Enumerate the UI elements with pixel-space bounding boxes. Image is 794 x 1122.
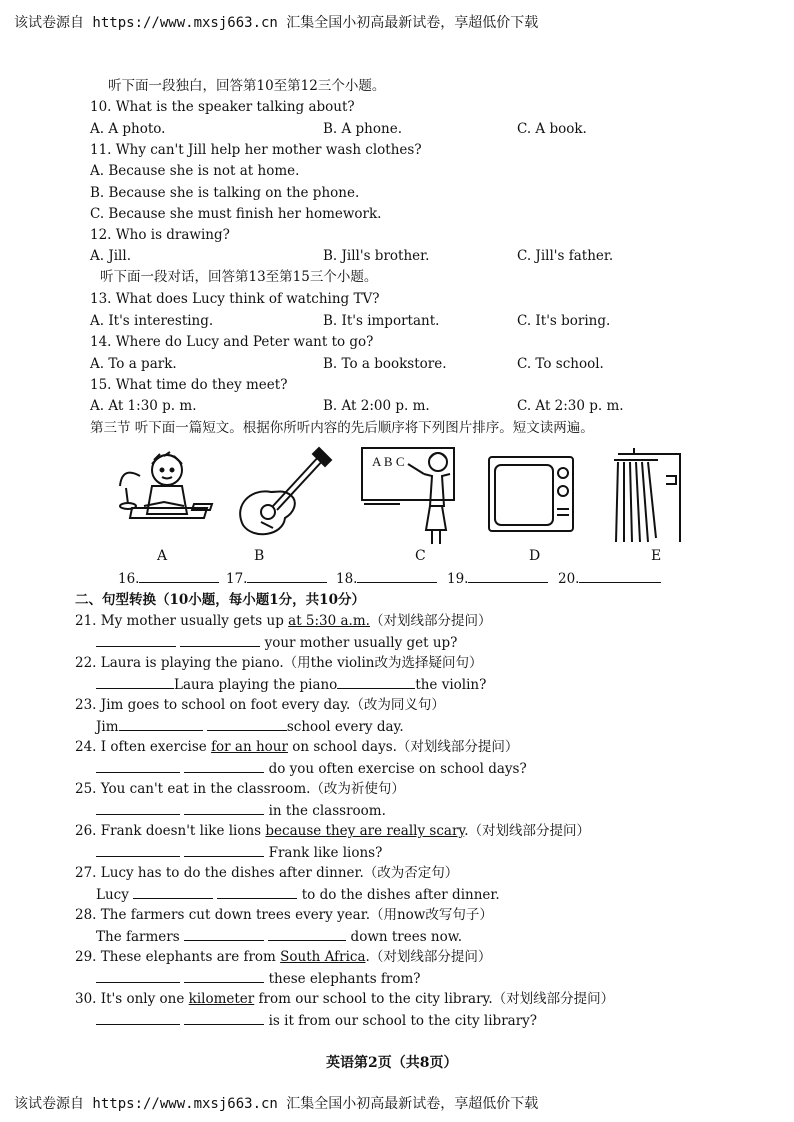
picture-label-a: A bbox=[157, 548, 168, 564]
source-header: 该试卷源自 https://www.mxsj663.cn 汇集全国小初高最新试卷，享超低价下载 bbox=[14, 15, 539, 31]
part2-title: 二、句型转换（10小题，每小题1分，共10分） bbox=[75, 592, 365, 608]
item-27-stem: 27. Lucy has to do the dishes after dinner.（改为否定句） bbox=[75, 865, 459, 881]
q14-option-c: C. To school. bbox=[517, 356, 604, 372]
picture-label-e: E bbox=[651, 548, 662, 564]
item-26-answer[interactable]: Frank like lions? bbox=[96, 844, 382, 861]
order-blank-20[interactable]: 20. bbox=[558, 570, 661, 587]
guitar-icon bbox=[233, 440, 338, 540]
item-25-stem: 25. You can't eat in the classroom.（改为祈使句） bbox=[75, 781, 405, 797]
q15-option-b: B. At 2:00 p. m. bbox=[323, 398, 430, 414]
q10-option-b: B. A phone. bbox=[323, 121, 402, 137]
item-29-answer[interactable]: these elephants from? bbox=[96, 970, 421, 987]
q11-stem: 11. Why can't Jill help her mother wash clothes? bbox=[90, 142, 422, 158]
q15-stem: 15. What time do they meet? bbox=[90, 377, 288, 393]
section3-instruction: 第三节 听下面一篇短文。根据你所听内容的先后顺序将下列图片排序。短文读两遍。 bbox=[90, 420, 594, 436]
item-24-answer[interactable]: do you often exercise on school days? bbox=[96, 760, 527, 777]
shower-icon bbox=[610, 446, 690, 546]
q10-stem: 10. What is the speaker talking about? bbox=[90, 99, 355, 115]
order-blank-17[interactable]: 17. bbox=[226, 570, 327, 587]
order-blank-18[interactable]: 18. bbox=[336, 570, 437, 587]
item-22-answer[interactable]: Laura playing the piano the violin? bbox=[96, 676, 486, 693]
item-22-stem: 22. Laura is playing the piano.（用the violin改为选择疑问句） bbox=[75, 655, 483, 671]
q13-option-b: B. It's important. bbox=[323, 313, 440, 329]
q12-option-b: B. Jill's brother. bbox=[323, 248, 430, 264]
q11-option-a: A. Because she is not at home. bbox=[90, 163, 300, 179]
item-21-stem: 21. My mother usually gets up at 5:30 a.m.（对划线部分提问） bbox=[75, 613, 492, 629]
q10-option-c: C. A book. bbox=[517, 121, 587, 137]
q15-option-c: C. At 2:30 p. m. bbox=[517, 398, 624, 414]
boy-studying-icon bbox=[112, 446, 217, 541]
blackboard-text: A B C bbox=[372, 454, 405, 469]
item-28-stem: 28. The farmers cut down trees every year.（用now改写句子） bbox=[75, 907, 493, 923]
page-footer: 英语第2页（共8页） bbox=[326, 1055, 458, 1071]
q12-option-c: C. Jill's father. bbox=[517, 248, 614, 264]
item-28-answer[interactable]: The farmers down trees now. bbox=[96, 929, 463, 945]
q14-option-b: B. To a bookstore. bbox=[323, 356, 447, 372]
order-blank-19[interactable]: 19. bbox=[447, 570, 548, 587]
q13-option-a: A. It's interesting. bbox=[90, 313, 214, 329]
picture-label-d: D bbox=[529, 548, 541, 564]
q14-option-a: A. To a park. bbox=[90, 356, 177, 372]
q10-option-a: A. A photo. bbox=[90, 121, 166, 137]
item-24-stem: 24. I often exercise for an hour on school days.（对划线部分提问） bbox=[75, 739, 519, 755]
item-26-stem: 26. Frank doesn't like lions because they are really scary.（对划线部分提问） bbox=[75, 823, 591, 839]
item-23-stem: 23. Jim goes to school on foot every day.（改为同义句） bbox=[75, 697, 445, 713]
q14-stem: 14. Where do Lucy and Peter want to go? bbox=[90, 334, 374, 350]
q12-stem: 12. Who is drawing? bbox=[90, 227, 230, 243]
item-25-answer[interactable]: in the classroom. bbox=[96, 802, 386, 819]
television-icon bbox=[487, 455, 577, 535]
item-30-stem: 30. It's only one kilometer from our school to the city library.（对划线部分提问） bbox=[75, 991, 615, 1007]
item-23-answer[interactable]: Jim school every day. bbox=[96, 719, 404, 735]
q12-option-a: A. Jill. bbox=[90, 248, 131, 264]
q15-option-a: A. At 1:30 p. m. bbox=[90, 398, 197, 414]
picture-label-c: C bbox=[415, 548, 426, 564]
item-21-answer[interactable]: your mother usually get up? bbox=[96, 634, 457, 651]
q11-option-c: C. Because she must finish her homework. bbox=[90, 206, 382, 222]
q11-option-b: B. Because she is talking on the phone. bbox=[90, 185, 360, 201]
q13-stem: 13. What does Lucy think of watching TV? bbox=[90, 291, 380, 307]
section-monologue: 听下面一段独白，回答第10至第12三个小题。 bbox=[108, 78, 386, 94]
section-dialogue: 听下面一段对话，回答第13至第15三个小题。 bbox=[100, 269, 378, 285]
order-blank-16[interactable]: 16. bbox=[118, 570, 219, 587]
item-30-answer[interactable]: is it from our school to the city library? bbox=[96, 1012, 537, 1029]
teacher-blackboard-icon bbox=[360, 446, 460, 546]
item-29-stem: 29. These elephants are from South Africa.（对划线部分提问） bbox=[75, 949, 492, 965]
source-footer: 该试卷源自 https://www.mxsj663.cn 汇集全国小初高最新试卷，享超低价下载 bbox=[14, 1096, 539, 1112]
picture-label-b: B bbox=[254, 548, 265, 564]
item-27-answer[interactable]: Lucy to do the dishes after dinner. bbox=[96, 887, 500, 903]
q13-option-c: C. It's boring. bbox=[517, 313, 611, 329]
